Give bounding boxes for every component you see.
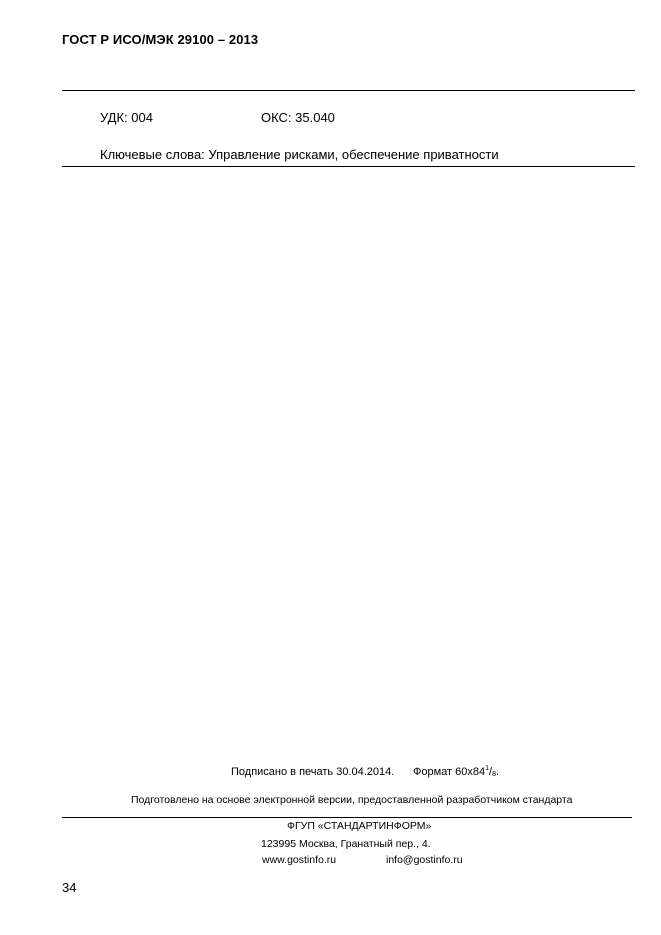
- print-format: Формат $60x84^1/_8$.: [413, 765, 500, 778]
- publisher-email[interactable]: info@gostinfo.ru: [386, 854, 463, 866]
- keywords: Ключевые слова: Управление рисками, обеспечение приватности: [100, 147, 499, 162]
- format-prefix: Формат 60x84: [413, 766, 486, 778]
- publisher-website[interactable]: www.gostinfo.ru: [262, 854, 337, 866]
- publisher-address: 123995 Москва, Гранатный пер., 4.: [261, 838, 431, 850]
- format-suffix: .: [495, 766, 500, 778]
- format-denominator: 8: [492, 771, 496, 778]
- top-divider: [62, 90, 635, 91]
- page-number: 34: [62, 880, 77, 895]
- prepared-note: Подготовлено на основе электронной версии, предоставленной разработчиком стандарта: [131, 794, 573, 806]
- document-header: ГОСТ Р ИСО/МЭК 29100 – 2013: [62, 32, 259, 47]
- imprint-divider: [62, 817, 632, 818]
- signed-date: Подписано в печать 30.04.2014.: [231, 766, 395, 778]
- publisher-name: ФГУП «СТАНДАРТИНФОРМ»: [287, 820, 432, 832]
- keywords-divider: [62, 166, 635, 167]
- udk-code: УДК: 004: [100, 110, 153, 125]
- format-numerator: 1: [485, 765, 490, 772]
- oks-code: ОКС: 35.040: [261, 110, 335, 125]
